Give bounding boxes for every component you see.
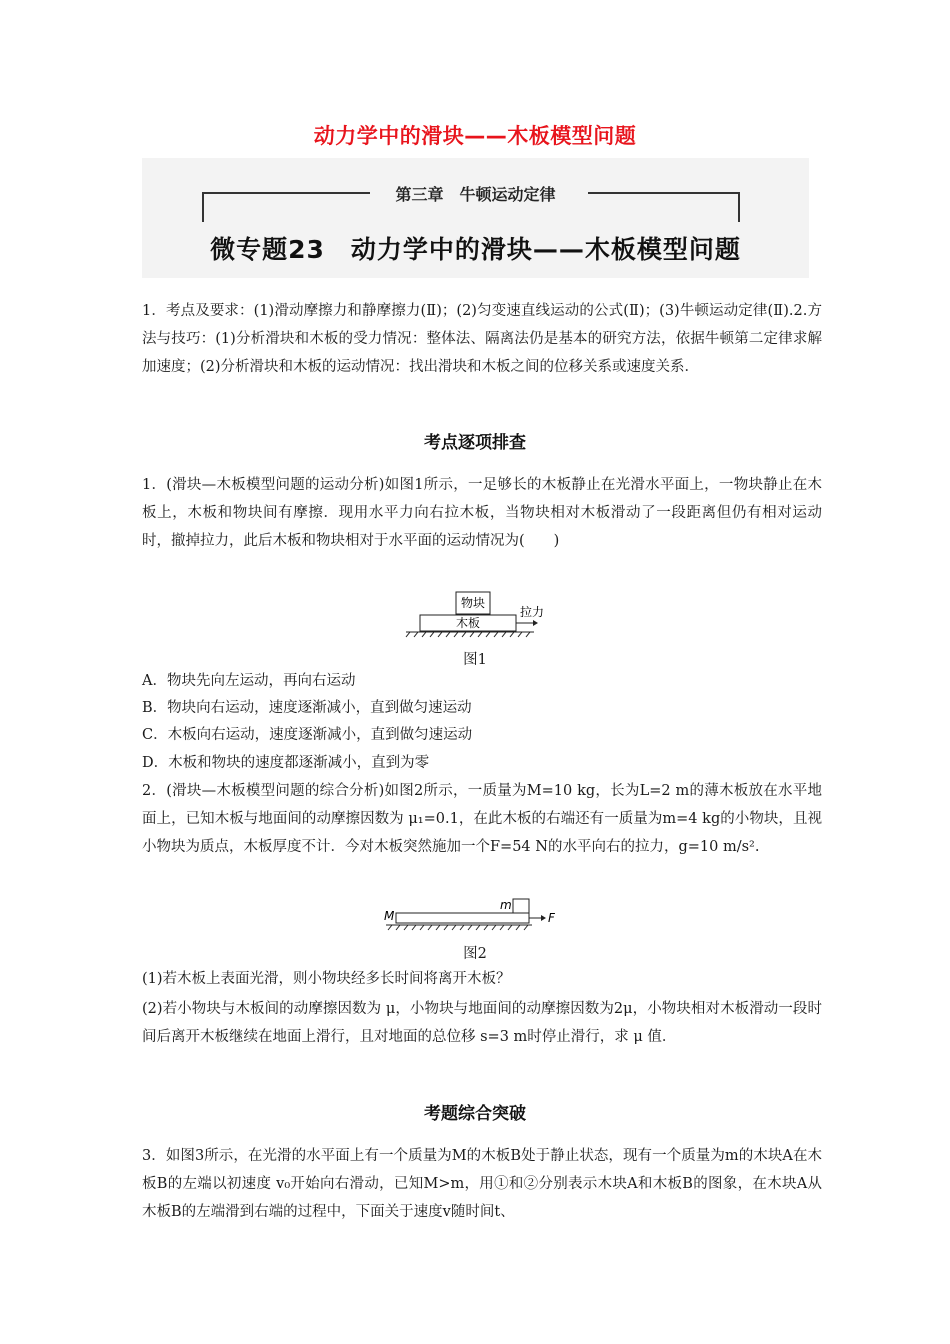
banner-chapter: 第三章 牛顿运动定律	[395, 185, 556, 204]
section-heading-1: 考点逐项排查	[424, 433, 526, 453]
question-2-part-1: (1)若木板上表面光滑，则小物块经多长时间将离开木板？	[142, 971, 511, 987]
option-b: B．物块向右运动，速度逐渐减小，直到做匀速运动	[142, 700, 472, 716]
force-arrowhead	[533, 620, 538, 626]
board	[396, 913, 529, 923]
option-a: A．物块先向左运动，再向右运动	[142, 673, 356, 689]
figure-2-caption: 图2	[463, 946, 487, 962]
question-1-text: 1．(滑块—木板模型问题的运动分析)如图1所示，一足够长的木板静止在光滑水平面上，一物块静止在木板上，木板和物块间有摩擦．现用水平力向右拉木板，当物块相对木板滑动了一段距离但仍有相对运动时，撤掉拉力，此后木板和物块相对于水平面的运动情况为( )	[142, 477, 822, 549]
chapter-banner	[142, 158, 809, 278]
figure-2	[380, 892, 570, 932]
figure-1-caption: 图1	[463, 652, 487, 668]
ground-hatching	[406, 632, 534, 637]
block-label: m	[500, 898, 512, 912]
banner-topic: 微专题23 动力学中的滑块——木板模型问题	[210, 235, 741, 264]
board-label: 木板	[455, 616, 481, 630]
question-3-text: 3．如图3所示，在光滑的水平面上有一个质量为M的木板B处于静止状态，现有一个质量为m的木块A在木板B的左端以初速度 v₀开始向右滑动，已知M>m，用①和②分别表示木块A和木板B的图象，在木块A从木板B的左端滑到右端的过程中，下面关于速度v随时间t、	[142, 1148, 822, 1220]
force-label: 拉力	[520, 605, 545, 619]
option-c: C．木板向右运动，速度逐渐减小，直到做匀速运动	[142, 727, 473, 743]
question-2-part-2: (2)若小物块与木板间的动摩擦因数为 μ，小物块与地面间的动摩擦因数为2μ，小物块相对木板滑动一段时间后离开木板继续在地面上滑行，且对地面的总位移 s=3 m时停止滑行，求 μ 值．	[142, 1001, 822, 1045]
ground-hatching	[386, 925, 532, 930]
option-d: D．木板和物块的速度都逐渐减小，直到为零	[142, 755, 430, 771]
force-arrowhead	[541, 915, 546, 921]
board-label: M	[384, 909, 395, 923]
intro-paragraph: 1．考点及要求：(1)滑动摩擦力和静摩擦力(Ⅱ)；(2)匀变速直线运动的公式(Ⅱ)；(3)牛顿运动定律(Ⅱ).2.方法与技巧：(1)分析滑块和木板的受力情况：整体法、隔离法仍是基本的研究方法，依据牛顿第二定律求解加速度；(2)分析滑块和木板的运动情况：找出滑块和木板之间的位移关系或速度关系．	[142, 303, 822, 375]
figure-1	[400, 588, 560, 638]
section-heading-2: 考题综合突破	[424, 1104, 526, 1124]
question-2-text: 2．(滑块—木板模型问题的综合分析)如图2所示，一质量为M=10 kg，长为L=2 m的薄木板放在水平地面上，已知木板与地面间的动摩擦因数为 μ₁=0.1，在此木板的右端还有一质量为m=4 kg的小物块，且视小物块为质点，木板厚度不计．今对木板突然施加一个F=54 N的水平向右的拉力，g=10 m/s².	[142, 783, 822, 855]
page-title: 动力学中的滑块——木板模型问题	[313, 124, 637, 148]
block-label: 物块	[460, 596, 486, 610]
force-label: F	[548, 911, 555, 925]
block	[513, 899, 529, 913]
